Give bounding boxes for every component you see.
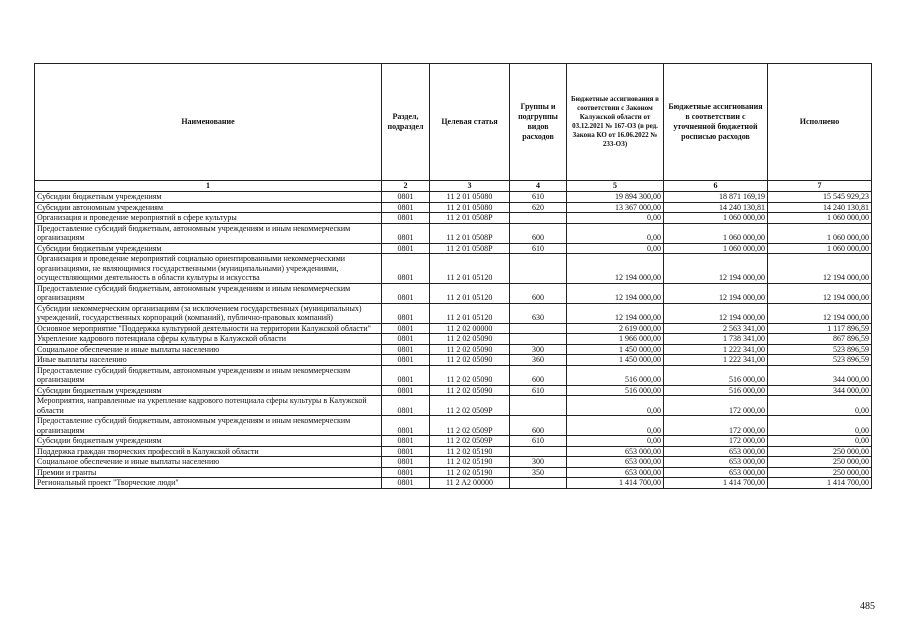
cell-target: 11 2 02 0509Р — [430, 416, 510, 436]
column-number-row — [35, 181, 872, 192]
cell-group: 600 — [510, 365, 567, 385]
cell-law: 1 450 000,00 — [567, 355, 664, 366]
cell-section: 0801 — [382, 303, 430, 323]
cell-section: 0801 — [382, 323, 430, 334]
cell-name: Социальное обеспечение и иные выплаты населению — [35, 457, 382, 468]
cell-law: 0,00 — [567, 223, 664, 243]
cell-law: 1 966 000,00 — [567, 334, 664, 345]
table-row — [35, 283, 872, 303]
cell-refined: 516 000,00 — [664, 365, 768, 385]
header-law: Бюджетные ассигнования в соответствии с Законом Калужской области от 03.12.2021 № 167-ОЗ (в ред. Закона КО от 16.06.2022 № 233-ОЗ) — [567, 64, 664, 181]
cell-name: Субсидии бюджетным учреждениям — [35, 436, 382, 447]
cell-executed: 1 117 896,59 — [768, 323, 872, 334]
cell-group: 610 — [510, 436, 567, 447]
column-number: 1 — [35, 181, 382, 192]
table-row — [35, 254, 872, 284]
column-number: 3 — [430, 181, 510, 192]
cell-law: 1 414 700,00 — [567, 478, 664, 489]
cell-group: 600 — [510, 223, 567, 243]
cell-law: 1 450 000,00 — [567, 344, 664, 355]
cell-executed: 250 000,00 — [768, 457, 872, 468]
cell-executed: 523 896,59 — [768, 344, 872, 355]
cell-executed: 867 896,59 — [768, 334, 872, 345]
cell-executed: 15 545 929,23 — [768, 192, 872, 203]
cell-executed: 344 000,00 — [768, 385, 872, 396]
cell-section: 0801 — [382, 385, 430, 396]
cell-target: 11 2 02 05090 — [430, 344, 510, 355]
table-row — [35, 243, 872, 254]
cell-name: Региональный проект "Творческие люди" — [35, 478, 382, 489]
cell-group — [510, 478, 567, 489]
cell-section: 0801 — [382, 446, 430, 457]
cell-target: 11 2 01 05080 — [430, 192, 510, 203]
cell-name: Предоставление субсидий бюджетным, автономным учреждениям и иным некоммерческим организациям — [35, 416, 382, 436]
cell-target: 11 2 02 0509Р — [430, 396, 510, 416]
cell-executed: 523 896,59 — [768, 355, 872, 366]
cell-section: 0801 — [382, 202, 430, 213]
cell-name: Организация и проведение мероприятий социально ориентированными некоммерческими организациями, не являющимися государственными (муниципальными) учреждениями, осуществляющими деятельность в области культуры и искусства — [35, 254, 382, 284]
cell-refined: 172 000,00 — [664, 416, 768, 436]
cell-law: 516 000,00 — [567, 385, 664, 396]
cell-name: Мероприятия, направленные на укрепление кадрового потенциала сферы культуры в Калужской области — [35, 396, 382, 416]
cell-executed: 0,00 — [768, 396, 872, 416]
cell-section: 0801 — [382, 436, 430, 447]
cell-name: Субсидии бюджетным учреждениям — [35, 243, 382, 254]
cell-target: 11 2 01 05120 — [430, 283, 510, 303]
header-executed: Исполнено — [768, 64, 872, 181]
cell-name: Субсидии автономным учреждениям — [35, 202, 382, 213]
cell-section: 0801 — [382, 344, 430, 355]
cell-name: Поддержка граждан творческих профессий в Калужской области — [35, 446, 382, 457]
cell-group: 300 — [510, 344, 567, 355]
cell-refined: 2 563 341,00 — [664, 323, 768, 334]
table-row — [35, 213, 872, 224]
cell-law: 0,00 — [567, 396, 664, 416]
cell-section: 0801 — [382, 254, 430, 284]
cell-executed: 1 414 700,00 — [768, 478, 872, 489]
cell-refined: 172 000,00 — [664, 436, 768, 447]
cell-refined: 1 738 341,00 — [664, 334, 768, 345]
table-header-row — [35, 64, 872, 181]
cell-law: 0,00 — [567, 436, 664, 447]
table-row — [35, 365, 872, 385]
table-row — [35, 385, 872, 396]
cell-section: 0801 — [382, 478, 430, 489]
cell-executed: 14 240 130,81 — [768, 202, 872, 213]
cell-target: 11 2 A2 00000 — [430, 478, 510, 489]
cell-law: 12 194 000,00 — [567, 303, 664, 323]
cell-group: 610 — [510, 192, 567, 203]
cell-name: Субсидии бюджетным учреждениям — [35, 192, 382, 203]
cell-refined: 1 414 700,00 — [664, 478, 768, 489]
column-number: 2 — [382, 181, 430, 192]
cell-name: Основное мероприятие "Поддержка культурной деятельности на территории Калужской области" — [35, 323, 382, 334]
cell-law: 653 000,00 — [567, 467, 664, 478]
cell-name: Предоставление субсидий бюджетным, автономным учреждениям и иным некоммерческим организациям — [35, 365, 382, 385]
cell-executed: 344 000,00 — [768, 365, 872, 385]
cell-section: 0801 — [382, 416, 430, 436]
table-row — [35, 202, 872, 213]
cell-target: 11 2 02 05090 — [430, 334, 510, 345]
table-row — [35, 344, 872, 355]
cell-target: 11 2 02 05190 — [430, 457, 510, 468]
cell-group — [510, 323, 567, 334]
cell-target: 11 2 01 05120 — [430, 303, 510, 323]
cell-law: 0,00 — [567, 416, 664, 436]
cell-target: 11 2 01 0508Р — [430, 223, 510, 243]
cell-refined: 18 871 169,19 — [664, 192, 768, 203]
table-row — [35, 396, 872, 416]
cell-target: 11 2 01 05080 — [430, 202, 510, 213]
table-row — [35, 223, 872, 243]
table-row — [35, 334, 872, 345]
cell-section: 0801 — [382, 365, 430, 385]
cell-target: 11 2 02 05090 — [430, 355, 510, 366]
header-name: Наименование — [35, 64, 382, 181]
cell-section: 0801 — [382, 457, 430, 468]
cell-executed: 1 060 000,00 — [768, 223, 872, 243]
cell-executed: 12 194 000,00 — [768, 254, 872, 284]
column-number: 6 — [664, 181, 768, 192]
cell-group: 360 — [510, 355, 567, 366]
table-row — [35, 467, 872, 478]
table-row — [35, 436, 872, 447]
cell-executed: 1 060 000,00 — [768, 243, 872, 254]
cell-group: 350 — [510, 467, 567, 478]
table-row — [35, 303, 872, 323]
cell-name: Предоставление субсидий бюджетным, автономным учреждениям и иным некоммерческим организациям — [35, 283, 382, 303]
cell-refined: 14 240 130,81 — [664, 202, 768, 213]
cell-target: 11 2 02 00000 — [430, 323, 510, 334]
cell-group — [510, 446, 567, 457]
cell-law: 653 000,00 — [567, 457, 664, 468]
column-number: 4 — [510, 181, 567, 192]
cell-target: 11 2 02 05190 — [430, 467, 510, 478]
cell-group: 610 — [510, 243, 567, 254]
cell-section: 0801 — [382, 243, 430, 254]
cell-target: 11 2 01 0508Р — [430, 243, 510, 254]
cell-section: 0801 — [382, 355, 430, 366]
cell-name: Субсидии бюджетным учреждениям — [35, 385, 382, 396]
cell-law: 516 000,00 — [567, 365, 664, 385]
cell-target: 11 2 01 0508Р — [430, 213, 510, 224]
table-row — [35, 457, 872, 468]
cell-group: 620 — [510, 202, 567, 213]
header-target: Целевая статья — [430, 64, 510, 181]
cell-target: 11 2 02 05090 — [430, 365, 510, 385]
cell-refined: 516 000,00 — [664, 385, 768, 396]
cell-section: 0801 — [382, 334, 430, 345]
cell-name: Субсидии некоммерческим организациям (за исключением государственных (муниципальных) учреждений, государственных корпораций (компаний), публично-правовых компаний) — [35, 303, 382, 323]
cell-group — [510, 213, 567, 224]
cell-target: 11 2 02 05090 — [430, 385, 510, 396]
cell-refined: 1 222 341,00 — [664, 344, 768, 355]
cell-section: 0801 — [382, 213, 430, 224]
cell-refined: 653 000,00 — [664, 446, 768, 457]
cell-target: 11 2 01 05120 — [430, 254, 510, 284]
cell-group: 300 — [510, 457, 567, 468]
cell-refined: 1 060 000,00 — [664, 223, 768, 243]
cell-name: Иные выплаты населению — [35, 355, 382, 366]
cell-executed: 12 194 000,00 — [768, 283, 872, 303]
header-groups: Группы и подгруппы видов расходов — [510, 64, 567, 181]
cell-section: 0801 — [382, 283, 430, 303]
cell-name: Организация и проведение мероприятий в сфере культуры — [35, 213, 382, 224]
cell-section: 0801 — [382, 467, 430, 478]
cell-executed: 1 060 000,00 — [768, 213, 872, 224]
cell-law: 0,00 — [567, 243, 664, 254]
table-row — [35, 355, 872, 366]
cell-executed: 0,00 — [768, 416, 872, 436]
table-body — [35, 181, 872, 489]
cell-refined: 1 222 341,00 — [664, 355, 768, 366]
cell-group — [510, 254, 567, 284]
budget-table — [34, 63, 872, 489]
table-row — [35, 323, 872, 334]
page-number: 485 — [860, 601, 875, 612]
table-row — [35, 192, 872, 203]
cell-name: Предоставление субсидий бюджетным, автономным учреждениям и иным некоммерческим организациям — [35, 223, 382, 243]
cell-executed: 250 000,00 — [768, 446, 872, 457]
cell-executed: 12 194 000,00 — [768, 303, 872, 323]
cell-refined: 12 194 000,00 — [664, 303, 768, 323]
cell-section: 0801 — [382, 396, 430, 416]
cell-refined: 653 000,00 — [664, 457, 768, 468]
cell-law: 19 894 300,00 — [567, 192, 664, 203]
cell-refined: 12 194 000,00 — [664, 254, 768, 284]
cell-law: 653 000,00 — [567, 446, 664, 457]
cell-group: 610 — [510, 385, 567, 396]
cell-refined: 172 000,00 — [664, 396, 768, 416]
cell-name: Премии и гранты — [35, 467, 382, 478]
column-number: 5 — [567, 181, 664, 192]
cell-section: 0801 — [382, 223, 430, 243]
cell-law: 13 367 000,00 — [567, 202, 664, 213]
cell-target: 11 2 02 0509Р — [430, 436, 510, 447]
cell-group — [510, 396, 567, 416]
cell-refined: 1 060 000,00 — [664, 243, 768, 254]
cell-executed: 0,00 — [768, 436, 872, 447]
cell-law: 0,00 — [567, 213, 664, 224]
table-row — [35, 446, 872, 457]
header-refined: Бюджетные ассигнования в соответствии с уточненной бюджетной росписью расходов — [664, 64, 768, 181]
cell-section: 0801 — [382, 192, 430, 203]
header-section: Раздел, подраздел — [382, 64, 430, 181]
table-row — [35, 416, 872, 436]
cell-refined: 1 060 000,00 — [664, 213, 768, 224]
column-number: 7 — [768, 181, 872, 192]
cell-group — [510, 334, 567, 345]
cell-law: 12 194 000,00 — [567, 283, 664, 303]
table-row — [35, 478, 872, 489]
cell-group: 600 — [510, 283, 567, 303]
cell-refined: 12 194 000,00 — [664, 283, 768, 303]
cell-law: 2 619 000,00 — [567, 323, 664, 334]
cell-name: Социальное обеспечение и иные выплаты населению — [35, 344, 382, 355]
cell-executed: 250 000,00 — [768, 467, 872, 478]
budget-table-sheet — [34, 63, 871, 489]
cell-law: 12 194 000,00 — [567, 254, 664, 284]
cell-refined: 653 000,00 — [664, 467, 768, 478]
cell-target: 11 2 02 05190 — [430, 446, 510, 457]
cell-name: Укрепление кадрового потенциала сферы культуры в Калужской области — [35, 334, 382, 345]
cell-group: 630 — [510, 303, 567, 323]
cell-group: 600 — [510, 416, 567, 436]
